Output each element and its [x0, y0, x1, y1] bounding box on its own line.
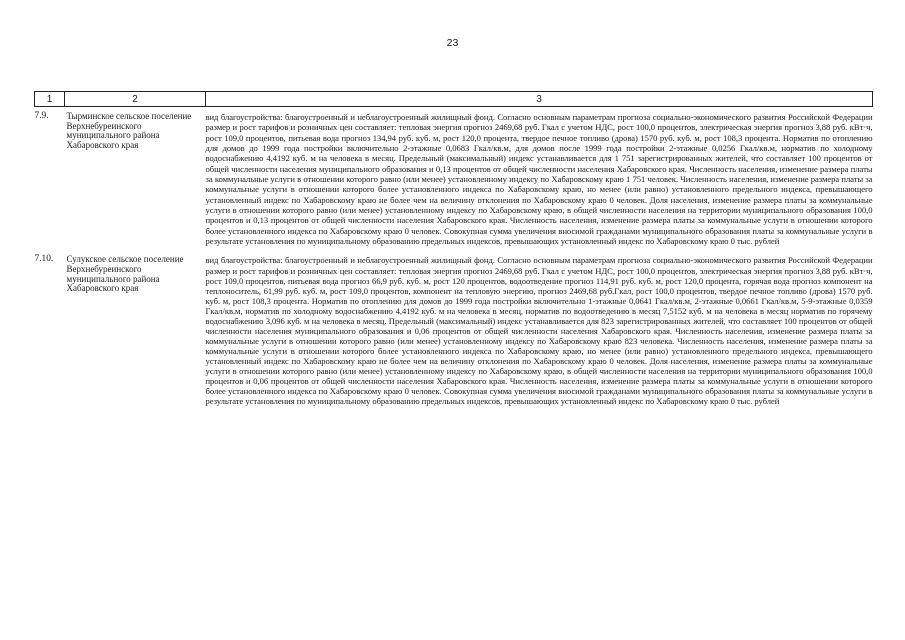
- tariff-table: [34, 91, 873, 410]
- settlement-description: вид благоустройства: благоустроенный и неблагоустроенный жилищный фонд. Согласно основным параметрам прогноза социально-экономического развития Российской Федерации размер и рост тарифов и розничных цен составляет: тепловая энергия прогноз 2469,68 руб. Гкал с учетом НДС, рост 100,0 процентов, электрическая энергия прогноз 3,88 руб. кВт·ч, рост 109,0 процентов, питьевая вода прогноз 134,94 руб. куб. м, рост 120,0 процента, твердое печное топливо (дрова) 1570 руб. куб. м, рост 108,3 процента. Норматив по отоплению для домов до 1999 года постройки включительно 2-этажные 0,0683 Гкал/кв.м, для домов после 1999 года постройки 2-этажные 0,0256 Гкал/кв.м, норматив по холодному водоснабжению 4,4192 куб. м на человека в месяц. Предельный (максимальный) индекс устанавливается для 1 751 зарегистрированных жителей, что составляет 100 процентов от общей численности населения муниципального образования и 0,13 процентов от общей численности населения Хабаровского края. Численность населения, изменение размера платы за коммунальные услуги в отношении которого равно (или менее) установленному индексу по Хабаровскому краю 1 751 человек. Численность населения, изменение размера платы за коммунальные услуги в отношении которого более установленного индекса по Хабаровскому краю, но менее (или равно) установленного предельного индекса, превышающего установленный индекс по Хабаровскому краю не более чем на величину отклонения по Хабаровскому краю 0 человек. Доля населения, изменение размера платы за коммунальные услуги в отношении которого равно (или менее) установленному индексу по Хабаровскому краю, в общей численности населения на территории муниципального образования 100,0 процентов и 0,13 процентов от общей численности населения Хабаровского края. Численность населения, изменение размера платы за коммунальные услуги в отношении которого более установленного индекса по Хабаровскому краю 0 человек. Совокупная сумма увеличения вносимой гражданами муниципального образования платы за коммунальные услуги в результате установления по муниципальному образованию предельных индексов, превышающих установленный индекс по Хабаровскому краю 0 тыс. рублей: [205, 112, 873, 247]
- table-row: [35, 107, 873, 251]
- column-header-3: 3: [206, 92, 873, 107]
- settlement-name: Тырминское сельское поселение Верхнебуреинского муниципального района Хабаровского края: [66, 111, 192, 150]
- column-header-1: 1: [35, 92, 65, 107]
- table-row: [35, 250, 873, 410]
- settlement-name: Сулукское сельское поселение Верхнебуреинского муниципального района Хабаровского края: [66, 254, 184, 294]
- table-header-row: [35, 92, 873, 107]
- column-header-2: 2: [65, 92, 206, 107]
- page-number: 23: [446, 37, 459, 49]
- row-number: 7.9.: [34, 111, 49, 121]
- row-number: 7.10.: [34, 254, 54, 265]
- settlement-description: вид благоустройства: благоустроенный и неблагоустроенный жилищный фонд. Согласно основным параметрам прогноза социально-экономического развития Российской Федерации размер и рост тарифов и розничных цен составляет: тепловая энергия прогноз 2469,68 руб. Гкал с учетом НДС, рост 100,0 процентов, электрическая энергия прогноз 3,88 руб. кВт·ч, рост 109,0 процентов, питьевая вода прогноз 66,9 руб. куб. м, рост 120 процентов, водоотведение прогноз 114,91 руб. куб. м, рост 120,0 процента, горячая вода прогноз компонент на теплоноситель, 61,99 руб. куб. м, рост 109,0 процентов, компонент на тепловую энергию, прогноз 2469,68 руб.Гкал, рост 100,0 процентов, твердое печное топливо (дрова) 1570 руб. куб. м, рост 108,3 процента. Норматив по отоплению для домов до 1999 года постройки включительно 1-этажные 0,0641 Гкал/кв.м, 2-этажные 0,0661 Гкал/кв.м, 5-9-этажные 0,0359 Гкал/кв.м, норматив по холодному водоснабжению 4,4192 куб. м на человека в месяц, норматив по водоотведению в месяц 7,5152 куб. м на человека в месяц норматив по горячему водоснабжению 3,096 куб. м на человека в месяц. Предельный (максимальный) индекс устанавливается для 823 зарегистрированных жителей, что составляет 100 процентов от общей численности населения муниципального образования и 0,06 процентов от общей численности населения Хабаровского края. Численность населения, изменение размера платы за коммунальные услуги в отношении которого равно (или менее) установленному индексу по Хабаровскому краю 823 человека. Численность населения, изменение размера платы за коммунальные услуги в отношении которого более установленного индекса по Хабаровскому краю, но менее (или равно) установленного предельного индекса, превышающего установленный индекс по Хабаровскому краю не более чем на величину отклонения по Хабаровскому краю 0 человек. Доля населения, изменение размера платы за коммунальные услуги в отношении которого равно (или менее) установленному индексу по Хабаровскому краю, в общей численности населения на территории муниципального образования 100,0 процентов и 0,06 процентов от общей численности населения Хабаровского края. Численность населения, изменение размера платы за коммунальные услуги в отношении которого более установленного индекса по Хабаровскому краю 0 человек. Совокупная сумма увеличения вносимой гражданами муниципального образования платы за коммунальные услуги в результате установления по муниципальному образованию предельных индексов, превышающих установленный индекс по Хабаровскому краю 0 тыс. рублей: [205, 255, 873, 407]
